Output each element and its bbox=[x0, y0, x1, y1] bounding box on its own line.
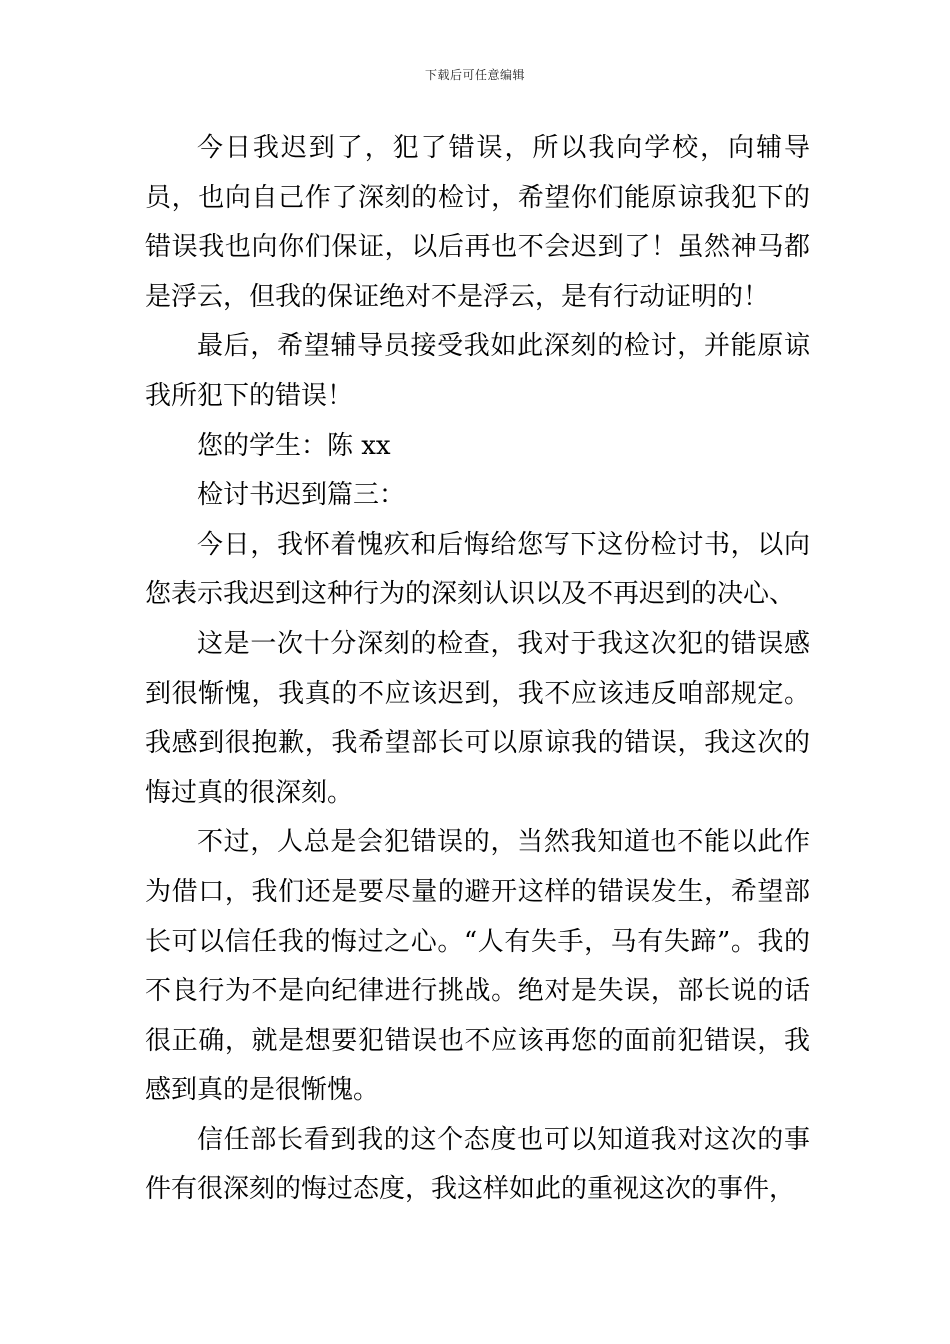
header-note: 下载后可任意编辑 bbox=[424, 68, 525, 82]
document-body bbox=[145, 124, 810, 1215]
paragraph: 信任部长看到我的这个态度也可以知道我对这次的事件有很深刻的悔过态度，我这样如此的重视这次的事件， bbox=[145, 1124, 810, 1205]
paragraph: 今日，我怀着愧疚和后悔给您写下这份检讨书，以向您表示我迟到这种行为的深刻认识以及不再迟到的决心、 bbox=[145, 529, 810, 610]
section-heading: 检讨书迟到篇三： bbox=[197, 480, 406, 511]
paragraph: 不过，人总是会犯错误的，当然我知道也不能以此作为借口，我们还是要尽量的避开这样的错误发生，希望部长可以信任我的悔过之心。“人有失手，马有失蹄”。我的不良行为不是向纪律进行挑战。绝对是失误，部长说的话很正确，就是想要犯错误也不应该再您的面前犯错误，我感到真的是很惭愧。 bbox=[145, 827, 810, 1106]
paragraph: 今日我迟到了，犯了错误，所以我向学校，向辅导员，也向自己作了深刻的检讨，希望你们能原谅我犯下的错误我也向你们保证，以后再也不会迟到了！虽然神马都是浮云，但我的保证绝对不是浮云，是有行动证明的！ bbox=[145, 133, 810, 312]
paragraph: 这是一次十分深刻的检查，我对于我这次犯的错误感到很惭愧，我真的不应该迟到，我不应该违反咱部规定。我感到很抱歉，我希望部长可以原谅我的错误，我这次的悔过真的很深刻。 bbox=[145, 628, 810, 808]
signature-line: 您的学生：陈 xx bbox=[197, 430, 391, 461]
paragraph: 最后，希望辅导员接受我如此深刻的检讨，并能原谅我所犯下的错误！ bbox=[145, 331, 810, 411]
